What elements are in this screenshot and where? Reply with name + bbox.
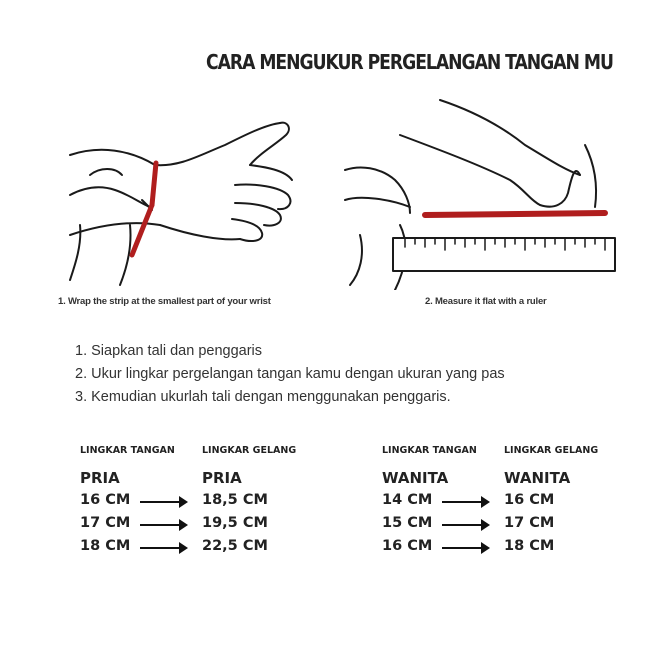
arrow-right-icon bbox=[140, 501, 186, 503]
wrist-size: 16 CM bbox=[382, 538, 433, 554]
bracelet-size: 18,5 CM bbox=[202, 492, 268, 508]
steps-list bbox=[75, 340, 505, 409]
bracelet-size: 19,5 CM bbox=[202, 515, 268, 531]
bracelet-size: 22,5 CM bbox=[202, 538, 268, 554]
wrist-size: 17 CM bbox=[80, 515, 131, 531]
group-wrist-label: PRIA bbox=[80, 469, 120, 487]
arrow-right-icon bbox=[442, 547, 488, 549]
wrist-size: 16 CM bbox=[80, 492, 131, 508]
group-bracelet-label: WANITA bbox=[504, 469, 571, 487]
measuring-illustration bbox=[60, 95, 620, 290]
step-item: 3. Kemudian ukurlah tali dengan menggunakan penggaris. bbox=[75, 389, 451, 405]
header-wrist: LINGKAR TANGAN bbox=[382, 445, 477, 456]
bracelet-size: 17 CM bbox=[504, 515, 555, 531]
step-item: 2. Ukur lingkar pergelangan tangan kamu dengan ukuran yang pas bbox=[75, 366, 505, 382]
wrist-size: 18 CM bbox=[80, 538, 131, 554]
ruler-measure-illustration bbox=[345, 100, 615, 290]
group-bracelet-label: PRIA bbox=[202, 469, 242, 487]
step-item: 1. Siapkan tali dan penggaris bbox=[75, 343, 263, 359]
caption-wrap: 1. Wrap the strip at the smallest part of your wrist bbox=[58, 296, 271, 307]
page-title: CARA MENGUKUR PERGELANGAN TANGAN MU bbox=[206, 50, 613, 74]
bracelet-size: 16 CM bbox=[504, 492, 555, 508]
arrow-right-icon bbox=[140, 524, 186, 526]
wrist-wrap-illustration bbox=[70, 123, 292, 285]
header-wrist: LINGKAR TANGAN bbox=[80, 445, 175, 456]
arrow-right-icon bbox=[140, 547, 186, 549]
wrist-size: 14 CM bbox=[382, 492, 433, 508]
header-bracelet: LINGKAR GELANG bbox=[202, 445, 297, 456]
bracelet-size: 18 CM bbox=[504, 538, 555, 554]
arrow-right-icon bbox=[442, 524, 488, 526]
header-bracelet: LINGKAR GELANG bbox=[504, 445, 599, 456]
group-wrist-label: WANITA bbox=[382, 469, 449, 487]
wrist-size: 15 CM bbox=[382, 515, 433, 531]
caption-measure: 2. Measure it flat with a ruler bbox=[425, 296, 547, 307]
arrow-right-icon bbox=[442, 501, 488, 503]
